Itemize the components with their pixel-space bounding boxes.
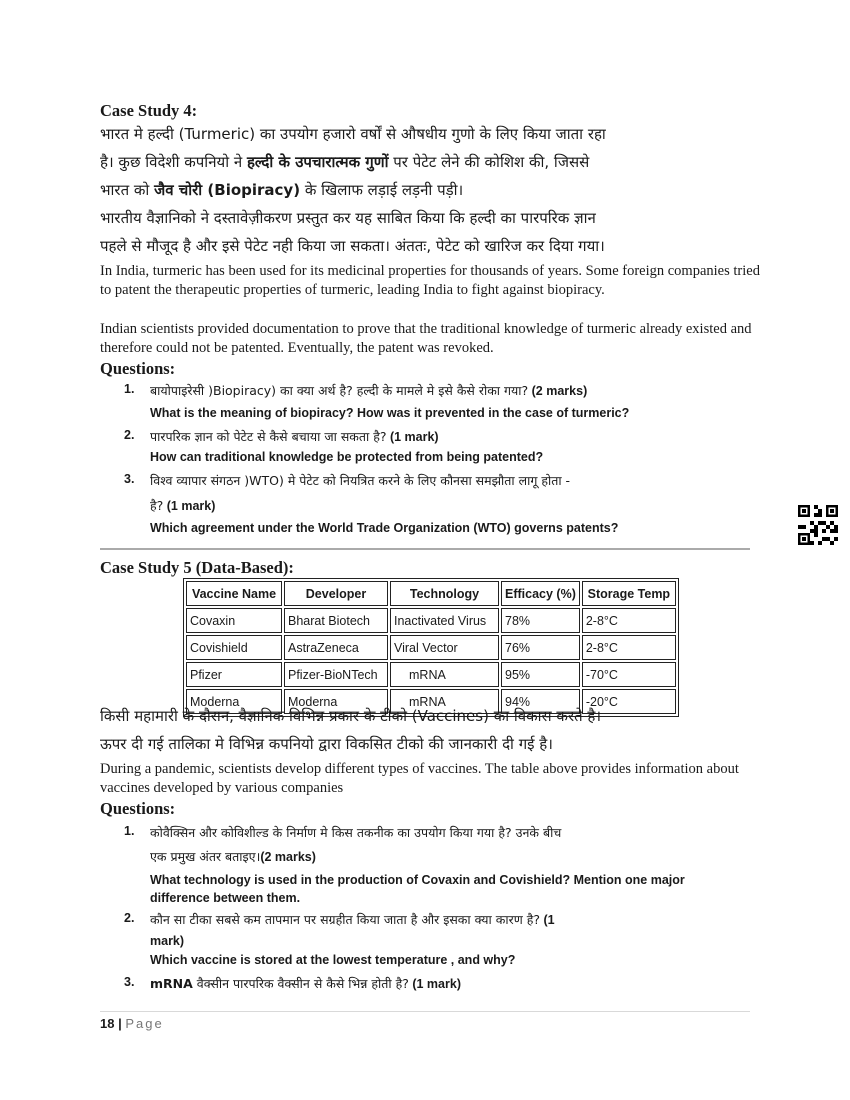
case-study-4-title: Case Study 4: (100, 101, 198, 120)
table-row (186, 635, 676, 660)
case-study-5-title: Case Study 5 (Data-Based): (100, 558, 294, 577)
case4-hindi-line-5: पहले से मौजूद है और इसे पेटेट नही किया जा सकता। अंततः, पेटेट को खारिज कर दिया गया। (100, 237, 605, 255)
column-header: Vaccine Name (186, 581, 282, 606)
case4-biopiracy-bold: जैव चोरी (Biopiracy) (154, 181, 301, 199)
case5-hindi-line-2: ऊपर दी गई तालिका मे विभिन्न कपनियो द्वारा विकसित टीको की जानकारी दी गई है। (100, 735, 553, 753)
table-cell: 2-8°C (582, 608, 676, 633)
table-cell: Bharat Biotech (284, 608, 388, 633)
case4-hindi-line-2: है। कुछ विदेशी कपनियो ने हल्दी के उपचारात्मक गुणों पर पेटेट लेने की कोशिश की, जिससे (100, 153, 590, 171)
table-cell: AstraZeneca (284, 635, 388, 660)
table-cell: Viral Vector (390, 635, 499, 660)
table-cell: Pfizer (186, 662, 282, 687)
table-cell: Moderna (186, 689, 282, 714)
table-cell: Moderna (284, 689, 388, 714)
table-cell: 76% (501, 635, 580, 660)
table-cell: -20°C (582, 689, 676, 714)
case4-hindi-line-4: भारतीय वैज्ञानिको ने दस्तावेज़ीकरण प्रस्तुत कर यह साबित किया कि हल्दी का पारपरिक ज्ञान (100, 209, 596, 227)
table-cell: 95% (501, 662, 580, 687)
table-header-row (186, 581, 676, 606)
marks-label: (2 marks) (260, 850, 316, 864)
table-cell: 2-8°C (582, 635, 676, 660)
case5-hindi-line-1: किसी महामारी के दौरान, वैज्ञानिक विभिन्न प्रकार के टीको (Vaccines) का विकास करते है। (100, 707, 602, 725)
column-header: Developer (284, 581, 388, 606)
case5-questions-heading: Questions: (100, 799, 176, 818)
table-cell: Covishield (186, 635, 282, 660)
case4-questions-heading: Questions: (100, 359, 176, 378)
marks-label: (1 (539, 913, 555, 927)
qr-code-icon (798, 505, 838, 545)
footer-separator: | (118, 1016, 122, 1031)
marks-label: (1 mark) (408, 977, 461, 991)
table-cell: Inactivated Virus (390, 608, 499, 633)
footer-divider (100, 1011, 750, 1012)
document-page: Case Study 4: भारत मे हल्दी (Turmeric) का उपयोग हजारो वर्षों से औषधीय गुणो के लिए किया जाता रहा है। कुछ विदेशी कपनियो ने हल्दी के उपचारात्मक गुणों पर पेटेट लेने की कोशिश की, जिससे भारत को जैव चोरी (Biopiracy) के खिलाफ लड़ाई लड़नी पड़ी। भारतीय वैज्ञानिको ने दस्तावेज़ीकरण प्रस्तुत कर यह साबित किया कि हल्दी का पारपरिक ज्ञान पहले से मौजूद है और इसे पेटेट नही किया जा सकता। अंततः, पेटेट को खारिज कर दिया गया। In India, turmeric has been used for its medicinal properties for thousands of years. Some foreign companies tried to patent the therapeutic properties of turmeric, leading India to fight against biopiracy. Indian scientists provided documentation to prove that the traditional knowledge of turmeric already existed and therefore could not be patented. Eventually, the patent was revoked. Questions: 1. बायोपाइरेसी )Biopiracy) का क्या अर्थ है? हल्दी के मामले मे इसे कैसे रोका गया? (2 marks) What is the meaning of biopiracy? How was it prevented in the case of turmeric? 2. पारपरिक ज्ञान को पेटेट से कैसे बचाया जा सकता है? (1 mark) How can traditional knowledge be protected from being patented? 3. विश्व व्यापार संगठन )WTO) मे पेटेट को नियत्रित करने के लिए कौनसा समझौता लागू होता - है? (1 mark) Which agreement under the World Trade Organization (WTO) governs patents? Case Study 5 (Data-Based): Vaccine Name Developer Technology Efficacy (%) Storage Temp Covaxin Bharat Biotech Inactivated Virus 78% 2-8°C Covishield AstraZeneca Viral Vector 76% 2-8°C Pfizer Pfizer-BioNTech mRNA 95% -70°C Moderna Moderna mRNA 94% -20°C किसी महामारी के दौरान, वैज्ञानिक विभिन्न प्रकार के टीको (Vaccines) का विकास करते है। ऊपर दी गई तालिका मे विभिन्न कपनियो द्वारा विकसित टीको की जानकारी दी गई है। During a pandemic, scientists develop different types of vaccines. The table above provides information about vaccines developed by various companies Questions: 1. कोवैक्सिन और कोविशील्ड के निर्माण मे किस तकनीक का उपयोग किया गया है? उनके बीच एक प्रमुख अंतर बताइए।(2 marks) What technology is used in the production of Covaxin and Covishield? Mention one major difference between them. 2. कौन सा टीका सबसे कम तापमान पर सग्रहीत किया जाता है और इसका क्या कारण है? (1 mark) Which vaccine is stored at the lowest temperature , and why? 3. mRNA वैक्सीन पारपरिक वैक्सीन से कैसे भिन्न होती है? (1 mark) 18 | Page (0, 0, 850, 1100)
case5-english-paragraph: During a pandemic, scientists develop different types of vaccines. The table above provides information about vaccines developed by various companies (100, 761, 739, 796)
case4-hindi-line-3: भारत को जैव चोरी (Biopiracy) के खिलाफ लड़ाई लड़नी पड़ी। (100, 181, 464, 199)
page-footer (100, 1016, 164, 1031)
page-label: Page (125, 1016, 164, 1031)
table-row (186, 662, 676, 687)
marks-label: (1 mark) (386, 430, 439, 444)
section-divider (100, 548, 750, 550)
column-header: Technology (390, 581, 499, 606)
page-number: 18 (100, 1016, 115, 1031)
marks-label: (1 mark) (163, 499, 216, 513)
case4-english-paragraph-1: In India, turmeric has been used for its medicinal properties for thousands of years. Some foreign companies tried to patent the therapeutic properties of turmeric, leading India to fight against biopiracy. (100, 263, 760, 298)
marks-label: (2 marks) (528, 384, 588, 398)
column-header: Storage Temp (582, 581, 676, 606)
case4-hindi-line-1: भारत मे हल्दी (Turmeric) का उपयोग हजारो वर्षों से औषधीय गुणो के लिए किया जाता रहा (100, 125, 606, 143)
table-cell: mRNA (390, 662, 499, 687)
case4-hindi-bold-phrase: हल्दी के उपचारात्मक गुणों (246, 153, 389, 171)
table-cell: 94% (501, 689, 580, 714)
table-cell: Pfizer-BioNTech (284, 662, 388, 687)
column-header: Efficacy (%) (501, 581, 580, 606)
table-cell: 78% (501, 608, 580, 633)
table-cell: Covaxin (186, 608, 282, 633)
vaccine-table (183, 578, 679, 717)
table-cell: mRNA (390, 689, 499, 714)
table-cell: -70°C (582, 662, 676, 687)
table-row (186, 608, 676, 633)
case4-english-paragraph-2: Indian scientists provided documentation to prove that the traditional knowledge of turmeric already existed and therefore could not be patented. Eventually, the patent was revoked. (100, 321, 752, 356)
